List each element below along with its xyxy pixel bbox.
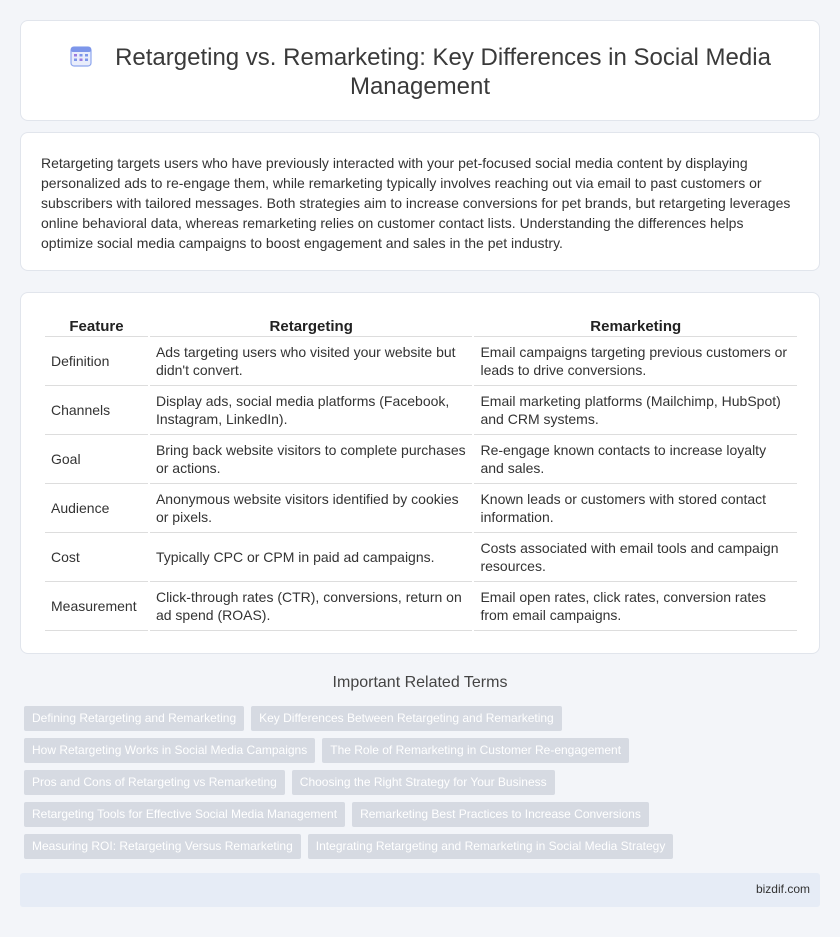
table-row <box>45 435 797 484</box>
row-remarketing: Email open rates, click rates, conversion rates from email campaigns. <box>474 582 797 631</box>
row-feature: Audience <box>45 484 148 533</box>
intro-paragraph: Retargeting targets users who have previously interacted with your pet-focused social media content by displaying personalized ads to re-engage them, while remarketing typically involves reaching out via email to past customers or subscribers with tailored messages. Both strategies aim to increase conversions for pet brands, but retargeting leverages online behavioral data, whereas remarketing relies on customer contact lists. Understanding the differences helps optimize social media campaigns to boost engagement and sales in the pet industry. <box>41 155 791 251</box>
related-terms-list <box>24 706 824 866</box>
table-row <box>45 582 797 631</box>
row-feature: Measurement <box>45 582 148 631</box>
related-term-tag[interactable]: Retargeting Tools for Effective Social Media Management <box>24 802 345 827</box>
row-remarketing: Costs associated with email tools and campaign resources. <box>474 533 797 582</box>
intro-card <box>20 132 820 271</box>
row-remarketing: Re-engage known contacts to increase loyalty and sales. <box>474 435 797 484</box>
row-retargeting: Typically CPC or CPM in paid ad campaigns. <box>150 533 473 582</box>
related-terms-title: Important Related Terms <box>332 674 508 691</box>
comparison-card <box>20 292 820 654</box>
page-title-text: Retargeting vs. Remarketing: Key Differences in Social Media Management <box>115 44 771 100</box>
row-remarketing: Known leads or customers with stored contact information. <box>474 484 797 533</box>
related-term-tag[interactable]: Defining Retargeting and Remarketing <box>24 706 244 731</box>
row-retargeting: Click-through rates (CTR), conversions, return on ad spend (ROAS). <box>150 582 473 631</box>
footer-bar <box>20 873 820 907</box>
row-retargeting: Bring back website visitors to complete purchases or actions. <box>150 435 473 484</box>
row-remarketing: Email marketing platforms (Mailchimp, HubSpot) and CRM systems. <box>474 386 797 435</box>
row-retargeting: Ads targeting users who visited your website but didn't convert. <box>150 337 473 386</box>
row-feature: Goal <box>45 435 148 484</box>
table-header-row <box>45 317 797 337</box>
related-term-tag[interactable]: How Retargeting Works in Social Media Campaigns <box>24 738 315 763</box>
row-feature: Channels <box>45 386 148 435</box>
header-retargeting: Retargeting <box>150 317 473 337</box>
header-remarketing: Remarketing <box>474 317 797 337</box>
header-card <box>20 20 820 121</box>
row-retargeting: Anonymous website visitors identified by cookies or pixels. <box>150 484 473 533</box>
row-feature: Definition <box>45 337 148 386</box>
related-term-tag[interactable]: Integrating Retargeting and Remarketing in Social Media Strategy <box>308 834 674 859</box>
footer-brand[interactable]: bizdif.com <box>755 882 810 896</box>
calendar-icon <box>69 44 93 68</box>
comparison-table <box>43 317 799 631</box>
related-term-tag[interactable]: Measuring ROI: Retargeting Versus Remarketing <box>24 834 301 859</box>
related-term-tag[interactable]: The Role of Remarketing in Customer Re-engagement <box>322 738 629 763</box>
table-row <box>45 533 797 582</box>
row-remarketing: Email campaigns targeting previous customers or leads to drive conversions. <box>474 337 797 386</box>
related-term-tag[interactable]: Choosing the Right Strategy for Your Business <box>292 770 555 795</box>
related-term-tag[interactable]: Key Differences Between Retargeting and Remarketing <box>251 706 562 731</box>
page-title <box>61 43 779 101</box>
header-feature: Feature <box>45 317 148 337</box>
row-feature: Cost <box>45 533 148 582</box>
related-term-tag[interactable]: Remarketing Best Practices to Increase Conversions <box>352 802 649 827</box>
related-term-tag[interactable]: Pros and Cons of Retargeting vs Remarketing <box>24 770 285 795</box>
table-row <box>45 386 797 435</box>
table-row <box>45 484 797 533</box>
row-retargeting: Display ads, social media platforms (Facebook, Instagram, LinkedIn). <box>150 386 473 435</box>
table-row <box>45 337 797 386</box>
